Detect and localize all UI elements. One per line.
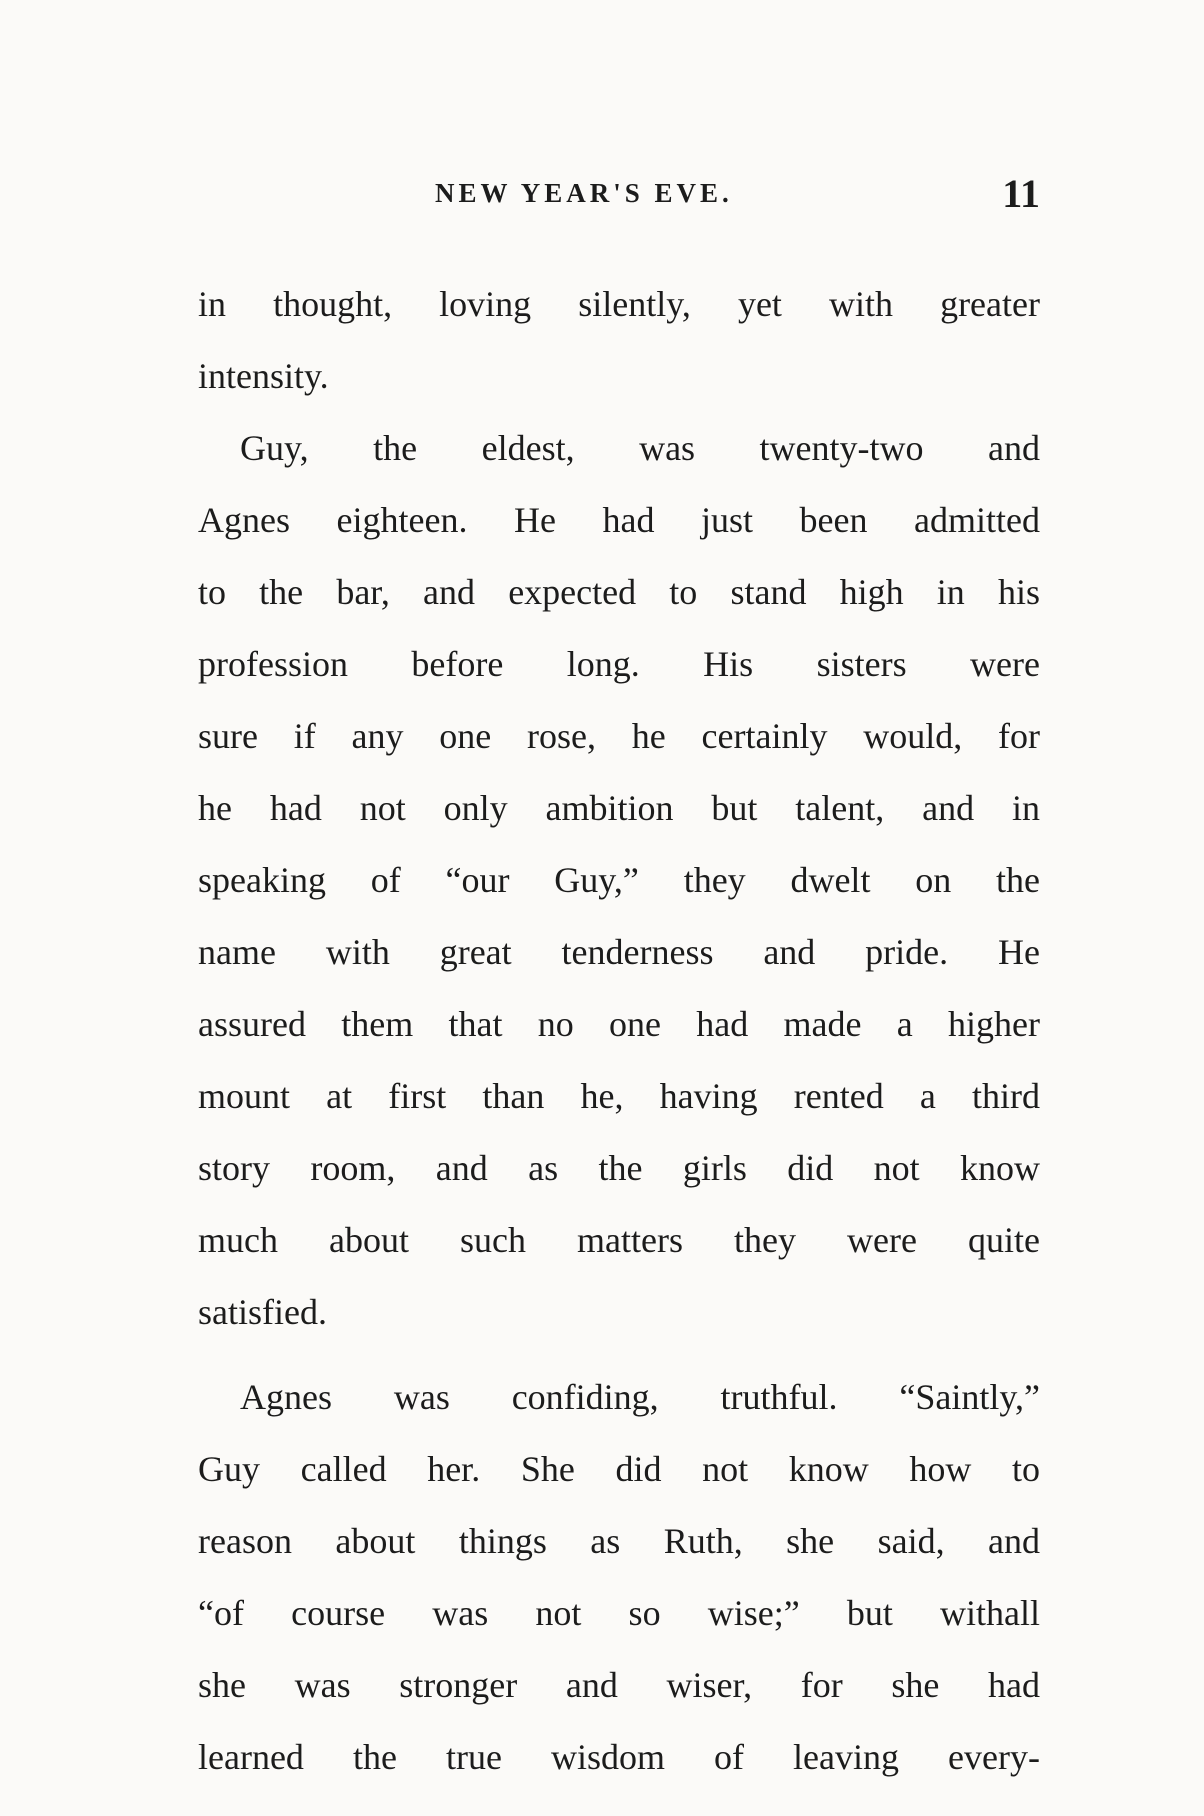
- text-line: intensity.: [198, 356, 329, 396]
- text-line: reason about things as Ruth, she said, and: [198, 1521, 1040, 1561]
- text-line: he had not only ambition but talent, and in: [198, 788, 1040, 828]
- text-line: Guy called her. She did not know how to: [198, 1449, 1040, 1489]
- paragraph-gap: [198, 1348, 1040, 1361]
- text-line: she was stronger and wiser, for she had: [198, 1665, 1040, 1705]
- text-line: profession before long. His sisters were: [198, 644, 1040, 684]
- paragraph-3: [198, 1361, 1040, 1793]
- running-title: NEW YEAR'S EVE.: [435, 178, 733, 208]
- text-line: Agnes was confiding, truthful. “Saintly,”: [240, 1377, 1040, 1417]
- text-line: learned the true wisdom of leaving every-: [198, 1737, 1040, 1777]
- text-line: sure if any one rose, he certainly would, for: [198, 716, 1040, 756]
- text-line: Agnes eighteen. He had just been admitted: [198, 500, 1040, 540]
- text-line: story room, and as the girls did not know: [198, 1148, 1040, 1188]
- text-line: much about such matters they were quite: [198, 1220, 1040, 1260]
- text-line: satisfied.: [198, 1292, 327, 1332]
- page-number: 11: [1002, 171, 1040, 216]
- running-head: [195, 170, 1040, 220]
- text-line: Guy, the eldest, was twenty-two and: [240, 428, 1040, 468]
- text-line: assured them that no one had made a higher: [198, 1004, 1040, 1044]
- body-text: [198, 268, 1040, 1793]
- text-line: mount at first than he, having rented a third: [198, 1076, 1040, 1116]
- text-line: “of course was not so wise;” but withall: [198, 1593, 1040, 1633]
- text-line: name with great tenderness and pride. He: [198, 932, 1040, 972]
- paragraph-1: [198, 268, 1040, 412]
- paragraph-2: [198, 412, 1040, 1348]
- text-line: speaking of “our Guy,” they dwelt on the: [198, 860, 1040, 900]
- text-line: in thought, loving silently, yet with greater: [198, 284, 1040, 324]
- text-line: to the bar, and expected to stand high in his: [198, 572, 1040, 612]
